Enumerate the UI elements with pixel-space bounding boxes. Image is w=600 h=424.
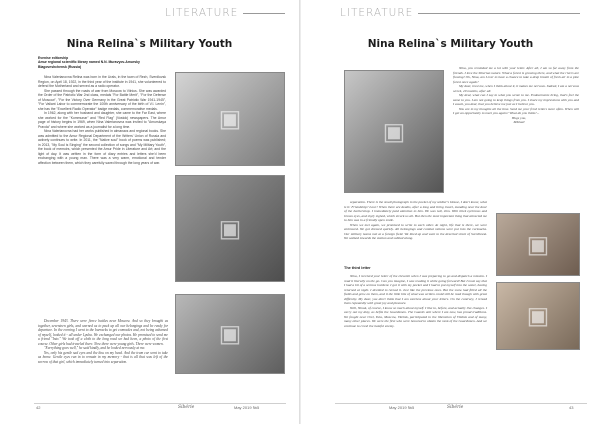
letter-paragraph: Well, Ninok, of course, I know so much about myself. I like to, before, and actually live changes. I carry out my duty, as befits the Guardsmen. The Guards unit where I am now, has proud traditions. We fought near Orel, Tula, Moscow, Vitebsk, participated in the liberation of Vitebsk and of many, many other places. We were the first who were honored to obtain the rank of the Guardsmen. And we continue to crush the hateful enemy.	[344, 305, 487, 328]
letter-paragraph: December 1943. There were fierce battles near Moscow. And so they brought us together, seventeen girls, and warned us to pack up all our belongings and be ready for departure. In the evening I went to the barracks to get comrades and, not being ashamed of myself, looked it - all under Lyuba. We exchanged our photos. He promised to send me a friend "Into." We took off a cloth to the long road we had been, a photo of the first course. Other girls had traveled there. Now there were young girls. There were women.	[38, 319, 168, 346]
archive-photo	[496, 282, 580, 350]
bio-paragraph: In 1962, along with her husband and daughter, she came to the Far East, where she worked for the "Kommunar" and "Red Flag" (Vostok) newspapers. The Amur page of history begins in 1969, when Nina Valerianovna was invited to "Amurskaya Pravda" and where she worked as a journalist for a long time.	[38, 111, 166, 129]
magazine-brand: Sibérie	[447, 405, 464, 410]
photo-icon: ▣	[218, 320, 242, 348]
issue-label: May 2019 №5	[389, 405, 415, 410]
portrait-photo	[175, 72, 285, 166]
bio-text	[38, 75, 166, 165]
article-title: Nina Relina`s Military Youth	[367, 38, 534, 50]
photo-icon: ▣	[218, 105, 242, 133]
photo-icon: ▣	[526, 302, 550, 330]
letter-text	[344, 200, 487, 241]
page-number: 43	[569, 405, 574, 410]
article-title: Nina Relina`s Military Youth	[66, 38, 233, 50]
letter-text	[38, 319, 168, 364]
issue-label: May 2019 №5	[234, 405, 260, 410]
letter-text	[344, 274, 487, 328]
bio-paragraph: Nina Valerianovna had her works published in almanacs and regional books. She was admitted to the Amur Regional Department of the Writers' Union of Russia and actively continues to write. In 2011, the "Native soul" book of poems was published; in 2013, "My Soul is Singing" the second collection of songs and "My Military Youth", the book of memoirs, which presented the Amur Pride in Literature and Art; and the light of day. It was written in the form of diary entries and letters she'd been exchanging with a young man. There was a very warm, emotional and tender affection between them, which they carefully saved through the long years of war.	[38, 129, 166, 165]
section-label: LITERATURE	[165, 7, 239, 19]
section-header	[160, 6, 285, 20]
left-page	[0, 0, 299, 424]
letter-signature: Mikhail	[513, 120, 525, 124]
portrait-photo	[175, 175, 285, 282]
letter-paragraph: My dear, what can I say to what you wrote to me. Endearments bring, that's feel the same to you. I am not going to keep things from you. I share my impressions with you and I await, you dear, that you believe me just as I believe you.	[453, 93, 579, 106]
header-rule	[418, 13, 580, 14]
footer-rule	[335, 403, 587, 404]
letter-paragraph: Nina, you reminded me a lot with your letter. After all, I am so far away from the friends. I love the Siberian nature. What a forest is growing there, and what the rivers are flowing! Oh, Nina, am I ever to have a chance to take a deep breath of fresh air in a pine forest once again?	[453, 66, 579, 84]
byline-line: Evenise editorship	[38, 56, 69, 60]
archive-photo	[175, 294, 285, 374]
magazine-brand: Sibérie	[178, 405, 195, 410]
page-number: 42	[36, 405, 41, 410]
byline	[38, 56, 168, 69]
photo-icon: ▣	[218, 215, 242, 242]
bio-paragraph: Nina Valerianovna Relina was born in the Urals, in the town of Rezh, Sverdlovsk Region, on April 18, 1922, in the third year of the institute in 1941, she volunteered to defend the Motherland and served as a radio operator.	[38, 75, 166, 88]
archive-photo	[496, 213, 580, 276]
letter-text	[453, 66, 579, 125]
letter-signoff: Hugs you,	[511, 115, 527, 120]
byline-line: Blagoveshchensk (Russia)	[38, 64, 82, 69]
section-subhead: The third letter	[344, 266, 371, 270]
portrait-photo	[344, 70, 444, 193]
letter-paragraph: Yes, only his gentle sad eyes and the kiss on my head. And the tram car went to take us home. Gentle eyes run in to remain in my memory - that is all that was left of the sorrow of that girl, which immediately turned into separation.	[38, 350, 168, 364]
letter-paragraph: My dear, trust me, when I think about it, it makes me nervous. Indeed, I am a nervous wreck, 29 months, after all.	[453, 84, 579, 93]
bio-paragraph: She passed through the roads of war from Moscow to Vilnius. She was awarded the Order of the Patriotic War 2nd class, medals "For Battle Merit", "For the Defense of Moscow", "For the Victory Over Germany in the Great Patriotic War 1941-1945", "For Valiant Labor to commemorate the 100th anniversary of the birth of V.I. Lenin", she has the "Excellent Radio Operator" badge medals, commemorative medals.	[38, 88, 166, 111]
byline-line: Amur regional scientific library named N.N. Muravyov-Amursky	[38, 60, 140, 65]
header-rule	[243, 13, 285, 14]
letter-paragraph: Nina, I received your letter of the eleventh when I was preparing to go and dispatch a mission. I read it literally on the go. Can you imagine, I was reading it while going forward! But I must say that I had a bit of a serious incident. I got it with my pocket and I had to put myself into the water, having returned at night. I decided to reread it. Just like the previous ones. But the snow had filled all the fields and grew on them, and it the little bits of what was written could still be read though with great difficulty. My dear, you don't think that I am careless about your letters. On the contrary, I reread them repeatedly with great joy and pleasure.	[344, 274, 487, 305]
letter-paragraph: When we met again, we promised to write to each other. At night, life that is there, we were embraced. We got dressed quickly. All belongings and combat rations were put into the rucksacks. Our military teams met at a foreign field. We lined up and went to the deserted street of Sverdlovsk. We walked towards the station and sobbed along.	[344, 222, 487, 240]
photo-icon: ▣	[382, 118, 406, 145]
footer-rule	[34, 403, 286, 404]
letter-paragraph: "Everything goes well," he said kindly, and he looked nervously at me.	[44, 346, 146, 350]
letter-paragraph: separation. There is the small photograph in the pocket of my soldier's blouse, I don't know; what is it: Friendship? Love? When there are deaths, after a long and tiring travel, standing near the door of the barbershop. I immediately paid attention to him. He was tall, slim. With thick eyebrows and brown eyes, and shyly sighed, which struck us all. But then the most important thing that attracted me to him was in a friendly open smile.	[344, 200, 487, 222]
section-label: LITERATURE	[340, 7, 414, 19]
photo-icon: ▣	[526, 231, 550, 258]
right-page	[301, 0, 600, 424]
letter-paragraph: You are in my thoughts all the time. Send me your fresh letters more often. When will I get an opportunity to meet you again? What do you think?...	[453, 106, 579, 115]
section-header	[335, 6, 580, 20]
